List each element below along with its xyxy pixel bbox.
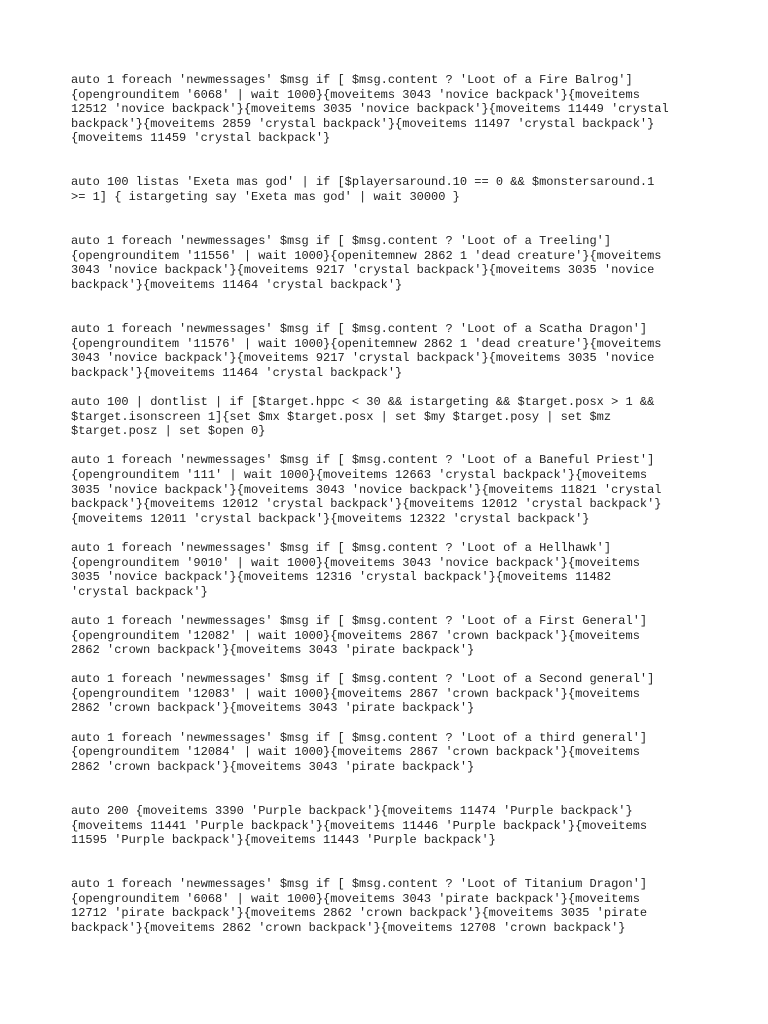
script-block-titanium-dragon [71,877,711,935]
script-line: 2862 'crown backpack'}{moveitems 3043 'pirate backpack'} [71,643,475,658]
script-line: {moveitems 11441 'Purple backpack'}{moveitems 11446 'Purple backpack'}{moveitems [71,818,648,833]
script-line: auto 1 foreach 'newmessages' $msg if [ $msg.content ? 'Loot of a Scatha Dragon'] [71,322,648,337]
script-line: auto 200 {moveitems 3390 'Purple backpack'}{moveitems 11474 'Purple backpack'} [71,803,633,818]
script-line: auto 1 foreach 'newmessages' $msg if [ $msg.content ? 'Loot of a Fire Balrog'] [71,73,633,87]
script-block-treeling [71,234,711,292]
script-block-third-general [71,731,711,775]
script-line: {opengrounditem '11556' | wait 1000}{openitemnew 2862 1 'dead creature'}{moveitems [71,248,662,263]
script-line: {opengrounditem '6068' | wait 1000}{moveitems 3043 'pirate backpack'}{moveitems [71,891,640,906]
script-line: {opengrounditem '6068' | wait 1000}{moveitems 3043 'novice backpack'}{moveitems [71,87,640,102]
document-page [71,73,711,936]
script-line: $target.posz | set $open 0} [71,424,266,439]
script-block-purple-backpack [71,804,711,848]
script-line: 'crystal backpack'} [71,584,208,599]
script-block-baneful-priest [71,453,711,526]
script-block-first-general [71,614,711,658]
script-line: 3043 'novice backpack'}{moveitems 9217 'crystal backpack'}{moveitems 3035 'novice [71,351,655,366]
script-line: {opengrounditem '111' | wait 1000}{moveitems 12663 'crystal backpack'}{moveitems [71,467,648,482]
script-block-scatha-dragon [71,322,711,380]
script-line: auto 1 foreach 'newmessages' $msg if [ $msg.content ? 'Loot of a third general'] [71,730,648,745]
script-block-second-general [71,672,711,716]
script-line: >= 1] { istargeting say 'Exeta mas god' | wait 30000 } [71,190,460,205]
script-line: backpack'}{moveitems 12012 'crystal backpack'}{moveitems 12012 'crystal backpack'} [71,497,662,512]
script-line: auto 100 listas 'Exeta mas god' | if [$playersaround.10 == 0 && $monstersaround.1 [71,175,655,190]
script-line: 3035 'novice backpack'}{moveitems 12316 'crystal backpack'}{moveitems 11482 [71,570,612,585]
script-line: 2862 'crown backpack'}{moveitems 3043 'pirate backpack'} [71,701,475,716]
script-line: {moveitems 11459 'crystal backpack'} [71,131,331,146]
script-line: {opengrounditem '12084' | wait 1000}{moveitems 2867 'crown backpack'}{moveitems [71,745,640,760]
script-line: 3043 'novice backpack'}{moveitems 9217 'crystal backpack'}{moveitems 3035 'novice [71,263,655,278]
script-line: backpack'}{moveitems 11464 'crystal backpack'} [71,365,403,380]
script-line: backpack'}{moveitems 2859 'crystal backpack'}{moveitems 11497 'crystal backpack'} [71,116,655,131]
script-line: {moveitems 12011 'crystal backpack'}{moveitems 12322 'crystal backpack'} [71,511,590,526]
script-line: 2862 'crown backpack'}{moveitems 3043 'pirate backpack'} [71,759,475,774]
script-line: auto 100 | dontlist | if [$target.hppc < 30 && istargeting && $target.posx > 1 && [71,395,655,409]
script-line: 12712 'pirate backpack'}{moveitems 2862 'crown backpack'}{moveitems 3035 'pirate [71,906,648,921]
script-line: backpack'}{moveitems 11464 'crystal backpack'} [71,277,403,292]
script-line: $target.isonscreen 1]{set $mx $target.posx | set $my $target.posy | set $mz [71,409,612,424]
script-line: {opengrounditem '12082' | wait 1000}{moveitems 2867 'crown backpack'}{moveitems [71,628,640,643]
script-line: {opengrounditem '12083' | wait 1000}{moveitems 2867 'crown backpack'}{moveitems [71,686,640,701]
script-line: {opengrounditem '11576' | wait 1000}{openitemnew 2862 1 'dead creature'}{moveitems [71,336,662,351]
script-block-target [71,395,711,439]
script-line: auto 1 foreach 'newmessages' $msg if [ $msg.content ? 'Loot of a Baneful Priest'] [71,453,655,468]
script-line: auto 1 foreach 'newmessages' $msg if [ $msg.content ? 'Loot of a Hellhawk'] [71,540,612,555]
script-line: auto 1 foreach 'newmessages' $msg if [ $msg.content ? 'Loot of a Treeling'] [71,234,612,249]
script-line: 11595 'Purple backpack'}{moveitems 11443 'Purple backpack'} [71,833,496,848]
script-line: auto 1 foreach 'newmessages' $msg if [ $msg.content ? 'Loot of a Second general'] [71,672,655,687]
script-line: {opengrounditem '9010' | wait 1000}{moveitems 3043 'novice backpack'}{moveitems [71,555,640,570]
script-block-fire-balrog [71,73,711,146]
script-line: auto 1 foreach 'newmessages' $msg if [ $msg.content ? 'Loot of a First General'] [71,613,648,628]
script-line: backpack'}{moveitems 2862 'crown backpack'}{moveitems 12708 'crown backpack'} [71,921,626,935]
script-block-exeta [71,175,711,204]
script-line: 3035 'novice backpack'}{moveitems 3043 'novice backpack'}{moveitems 11821 'crystal [71,482,662,497]
script-block-hellhawk [71,541,711,599]
script-line: 12512 'novice backpack'}{moveitems 3035 'novice backpack'}{moveitems 11449 'crystal [71,102,669,117]
script-line: auto 1 foreach 'newmessages' $msg if [ $msg.content ? 'Loot of Titanium Dragon'] [71,877,648,892]
